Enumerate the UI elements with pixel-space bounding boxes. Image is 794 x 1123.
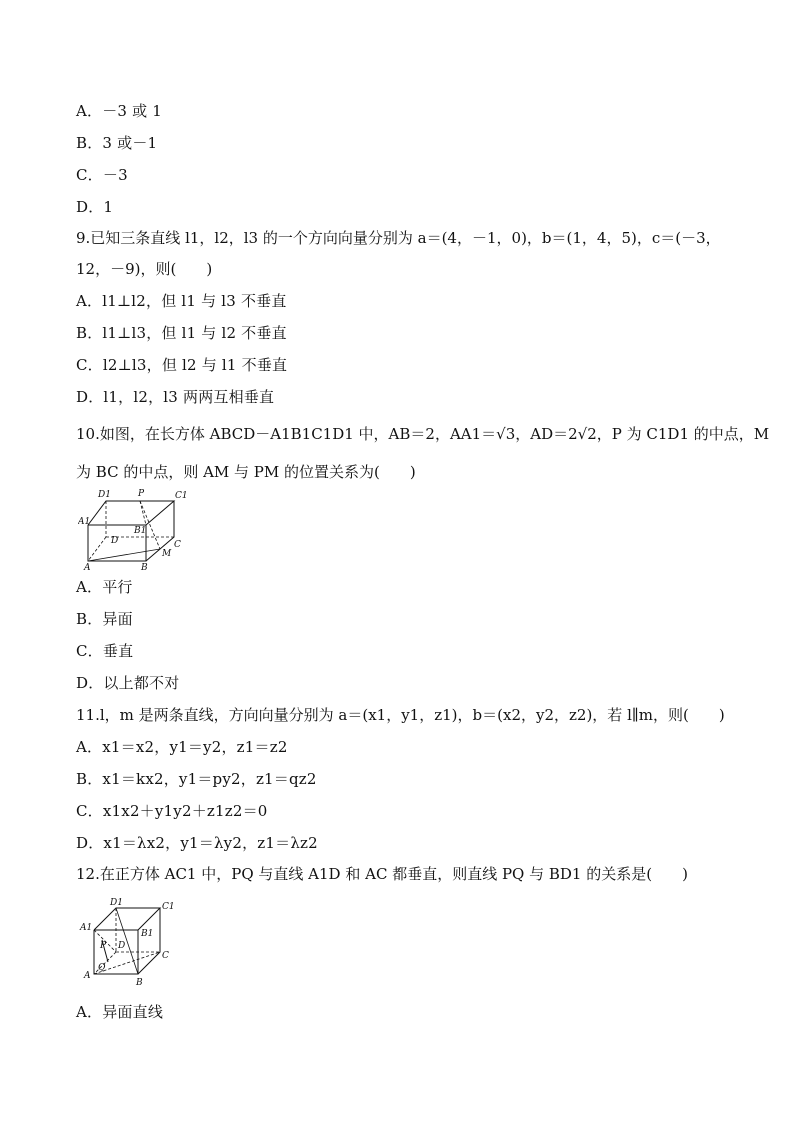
q8-option-a: A．－3 或 1: [76, 102, 163, 120]
q10-option-c: C．垂直: [76, 642, 134, 660]
label-a: A: [84, 971, 91, 981]
q8-option-d: D．1: [76, 198, 114, 216]
q9-stem-line1: 9.已知三条直线 l1，l2，l3 的一个方向向量分别为 a＝(4，－1，0)，b＝(1，4，5)，c＝(－3，: [76, 229, 721, 247]
q9-option-d: D．l1，l2，l3 两两互相垂直: [76, 388, 275, 406]
q10-option-b: B．异面: [76, 610, 133, 628]
label-d: D: [111, 536, 119, 546]
label-a1: A1: [78, 517, 91, 527]
label-a: A: [84, 563, 91, 571]
q12-stem-line1: 12.在正方体 AC1 中，PQ 与直线 A1D 和 AC 都垂直，则直线 PQ 与 BD1 的关系是( ): [76, 865, 688, 883]
cuboid-figure-q10: [78, 487, 188, 571]
label-c: C: [162, 951, 169, 961]
label-d: D: [118, 941, 126, 951]
q11-option-b: B．x1＝kx2，y1＝py2，z1＝qz2: [76, 770, 317, 788]
label-d1: D1: [98, 490, 111, 500]
q11-stem-line1: 11.l，m 是两条直线，方向向量分别为 a＝(x1，y1，z1)，b＝(x2，y2，z2)，若 l∥m，则( ): [76, 706, 725, 724]
label-c1: C1: [162, 902, 175, 912]
q8-option-b: B．3 或－1: [76, 134, 158, 152]
q9-option-a: A．l1⊥l2，但 l1 与 l3 不垂直: [76, 292, 287, 310]
label-p: P: [100, 941, 107, 951]
q10-option-a: A．平行: [76, 578, 133, 596]
q9-stem-line2: 12，－9)，则( ): [76, 260, 213, 278]
label-a1: A1: [80, 923, 93, 933]
cube-figure-q12: [78, 896, 182, 986]
q12-option-a: A．异面直线: [76, 1003, 164, 1021]
q10-option-d: D．以上都不对: [76, 674, 180, 692]
q10-stem-line2: 为 BC 的中点，则 AM 与 PM 的位置关系为( ): [76, 463, 416, 481]
q11-option-d: D．x1＝λx2，y1＝λy2，z1＝λz2: [76, 834, 318, 852]
label-q: Q: [98, 963, 106, 973]
label-p: P: [138, 489, 145, 499]
label-b1: B1: [141, 929, 154, 939]
label-c1: C1: [175, 491, 188, 501]
label-d1: D1: [110, 898, 123, 908]
q9-option-c: C．l2⊥l3，但 l2 与 l1 不垂直: [76, 356, 288, 374]
q8-option-c: C．－3: [76, 166, 128, 184]
q11-option-a: A．x1＝x2，y1＝y2，z1＝z2: [76, 738, 288, 756]
label-b: B: [136, 978, 143, 986]
q10-stem-line1: 10.如图，在长方体 ABCD－A1B1C1D1 中，AB＝2，AA1＝√3，AD＝2√2，P 为 C1D1 的中点，M: [76, 425, 770, 443]
label-b1: B1: [134, 526, 147, 536]
q9-option-b: B．l1⊥l3，但 l1 与 l2 不垂直: [76, 324, 287, 342]
label-m: M: [162, 549, 172, 559]
label-b: B: [141, 563, 148, 571]
q11-option-c: C．x1x2＋y1y2＋z1z2＝0: [76, 802, 268, 820]
label-c: C: [174, 540, 181, 550]
